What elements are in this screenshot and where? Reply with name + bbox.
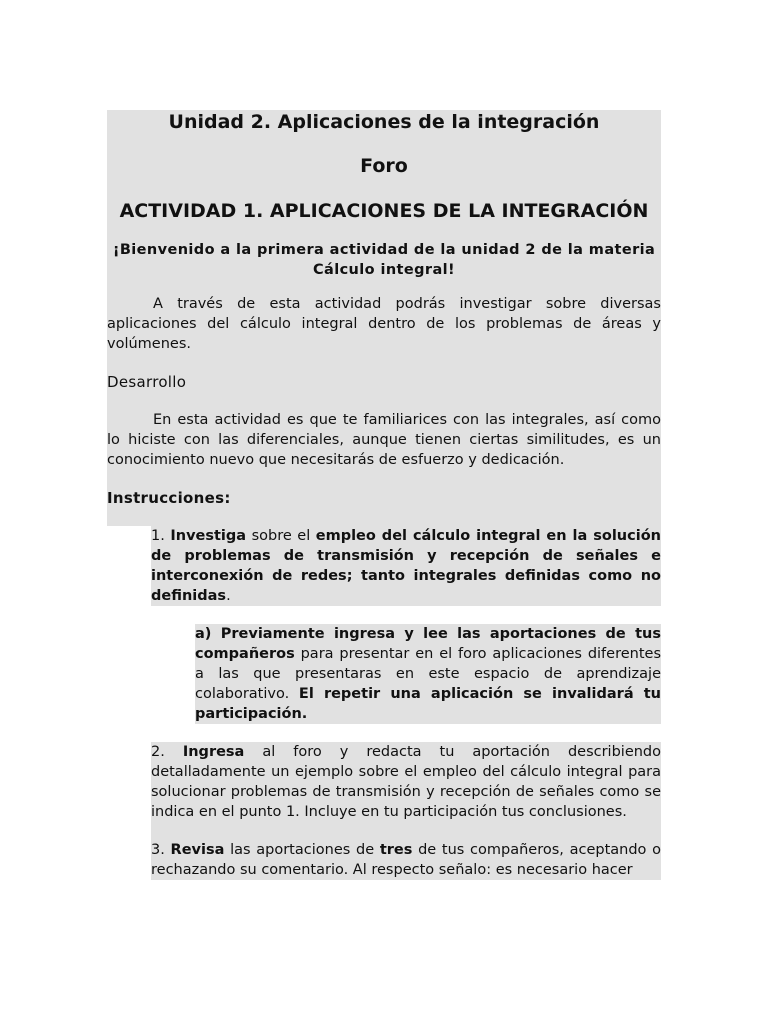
- item3-count: tres: [379, 842, 413, 858]
- item2-keyword: Ingresa: [182, 744, 245, 760]
- item1a-text: para presentar en el foro aplicaciones diferentes a las que presentaras en este espacio de aprendizaje colaborativo.: [195, 646, 661, 702]
- desarrollo-paragraph: En esta actividad es que te familiarices con las integrales, así como lo hiciste con las diferenciales, aunque tienen ciertas similitudes, es un conocimiento nuevo que necesitarás de esfuerzo y dedicación.: [107, 412, 661, 468]
- activity-title: ACTIVIDAD 1. APLICACIONES DE LA INTEGRACIÓN: [119, 200, 649, 222]
- item1a-emphasis: a) Previamente ingresa y lee las aportaciones de tus compañeros: [195, 626, 661, 662]
- item1a-warning: El repetir una aplicación se invalidará tu participación.: [195, 686, 662, 722]
- welcome-message: ¡Bienvenido a la primera actividad de la unidad 2 de la materia Cálculo integral!: [112, 242, 656, 278]
- item3-number: 3.: [151, 842, 171, 858]
- item1-end: .: [226, 588, 231, 604]
- item3-keyword: Revisa: [170, 842, 225, 858]
- instruction-item-3: [151, 840, 661, 880]
- instruction-item-1a: [195, 624, 661, 724]
- item2-text: al foro y redacta tu aportación describiendo detalladamente un ejemplo sobre el empleo del cálculo integral para solucionar problemas de transmisión y recepción de señales como se indica en el punto 1. Incluye en tu participación tus conclusiones.: [151, 744, 662, 820]
- instrucciones-heading: Instrucciones:: [107, 489, 231, 507]
- item3-text-end: de tus compañeros, aceptando o rechazando su comentario. Al respecto señalo: es necesario hacer: [151, 842, 661, 878]
- document-page: [107, 110, 661, 880]
- item1-keyword: Investiga: [170, 528, 247, 544]
- item3-text: las aportaciones de: [224, 842, 380, 858]
- forum-title: Foro: [360, 155, 408, 177]
- intro-paragraph: A través de esta actividad podrás investigar sobre diversas aplicaciones del cálculo integral dentro de los problemas de áreas y volúmenes.: [107, 296, 661, 352]
- desarrollo-heading: Desarrollo: [107, 373, 187, 391]
- item1-text: sobre el: [246, 528, 316, 544]
- instruction-item-2: [151, 742, 661, 880]
- item1-emphasis: empleo del cálculo integral en la solución de problemas de transmisión y recepción de señales e interconexión de redes; tanto integrales definidas como no definidas: [151, 528, 661, 604]
- unit-title: Unidad 2. Aplicaciones de la integración: [168, 111, 600, 133]
- item2-number: 2.: [151, 744, 183, 760]
- instruction-item-1: [151, 526, 661, 606]
- item1-number: 1.: [151, 528, 171, 544]
